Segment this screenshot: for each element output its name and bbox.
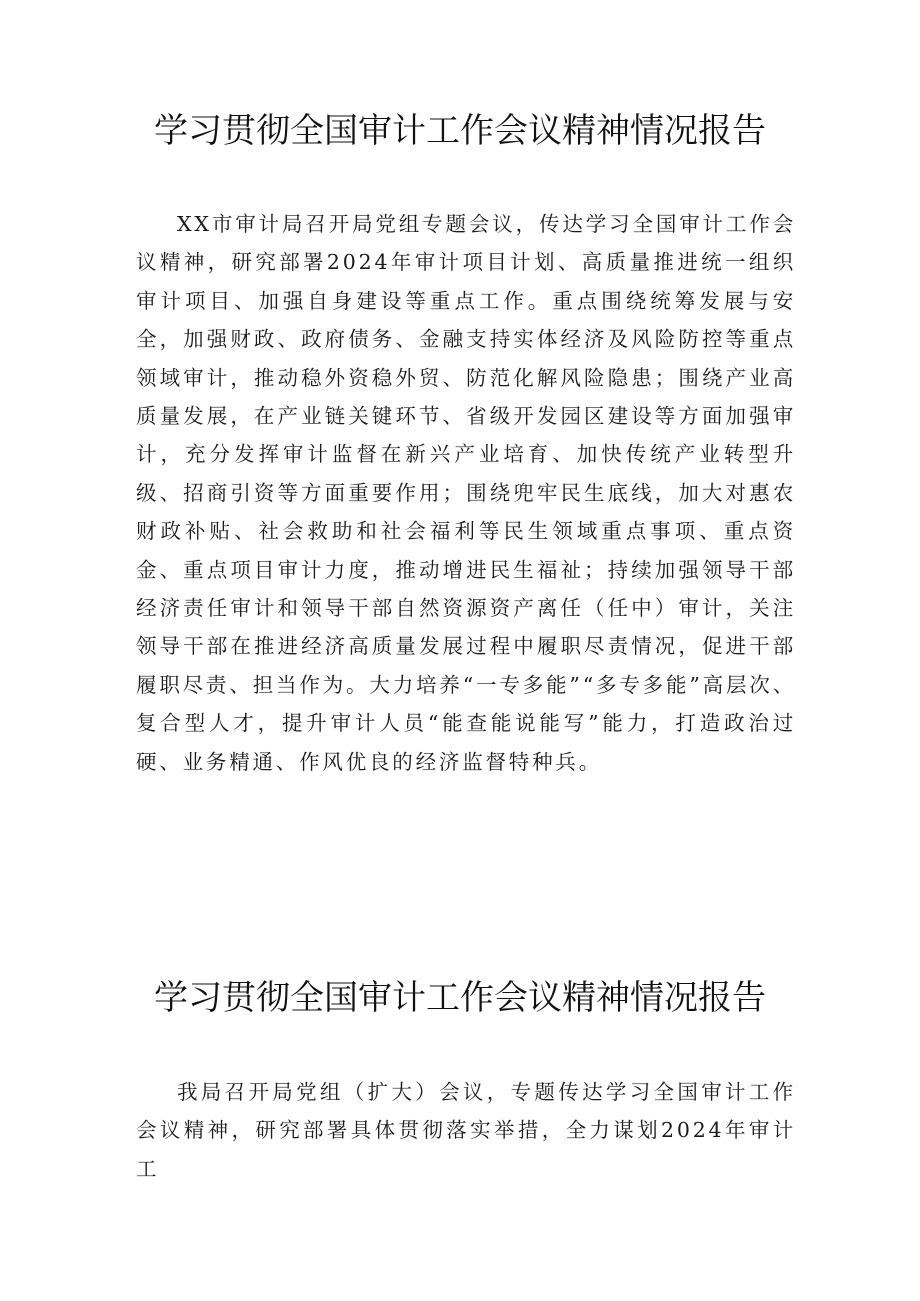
section-1-title: 学习贯彻全国审计工作会议精神情况报告 — [154, 111, 766, 151]
section-2-title: 学习贯彻全国审计工作会议精神情况报告 — [154, 978, 766, 1018]
section-2-body: 我局召开局党组（扩大）会议，专题传达学习全国审计工作会议精神，研究部署具体贯彻落实举措，全力谋划2024年审计工 — [136, 1080, 796, 1181]
section-1-body: XX市审计局召开局党组专题会议，传达学习全国审计工作会议精神，研究部署2024年审计项目计划、高质量推进统一组织审计项目、加强自身建设等重点工作。重点围绕统筹发展与安全，加强财政、政府债务、金融支持实体经济及风险防控等重点领域审计，推动稳外资稳外贸、防范化解风险隐患；围绕产业高质量发展，在产业链关键环节、省级开发园区建设等方面加强审计，充分发挥审计监督在新兴产业培育、加快传统产业转型升级、招商引资等方面重要作用；围绕兜牢民生底线，加大对惠农财政补贴、社会救助和社会福利等民生领域重点事项、重点资金、重点项目审计力度，推动增进民生福祉；持续加强领导干部经济责任审计和领导干部自然资源资产离任（任中）审计，关注领导干部在推进经济高质量发展过程中履职尽责情况，促进干部履职尽责、担当作为。大力培养“一专多能”“多专多能”高层次、复合型人才，提升审计人员“能查能说能写”能力，打造政治过硬、业务精通、作风优良的经济监督特种兵。 — [136, 212, 796, 774]
